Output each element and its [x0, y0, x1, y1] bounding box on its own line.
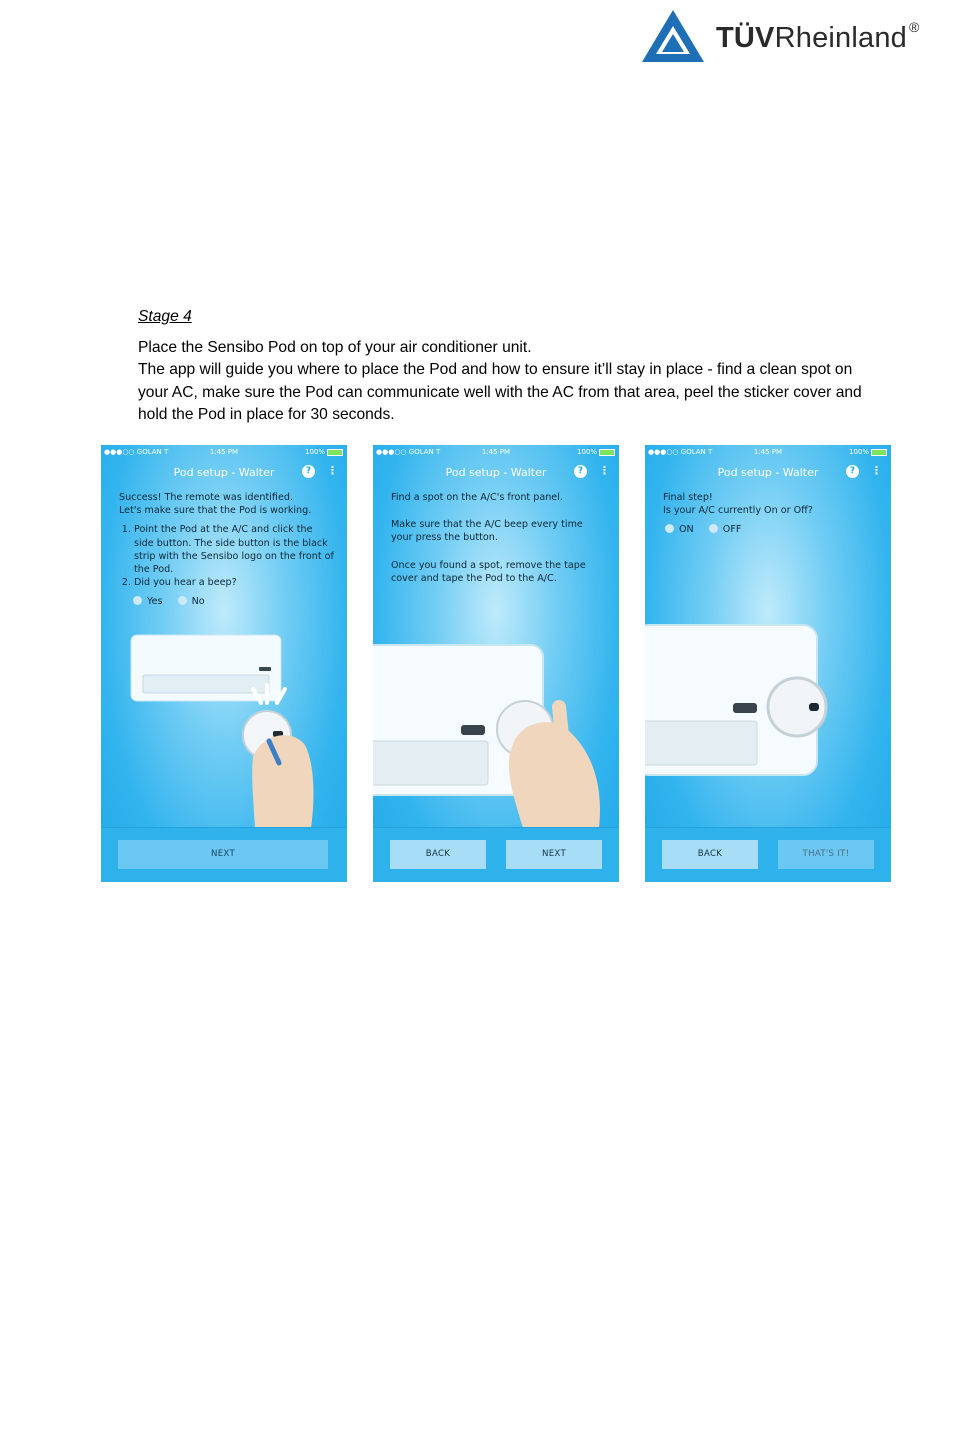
more-icon[interactable]: ⋮ [327, 464, 338, 477]
back-button[interactable]: BACK [662, 840, 758, 869]
status-bar: ●●●○○ GOLAN T 1:45 PM 100% [645, 445, 891, 459]
help-icon[interactable]: ? [846, 465, 859, 478]
footer-bar [101, 827, 347, 882]
stage-heading: Stage 4 [138, 308, 192, 325]
next-button[interactable]: NEXT [506, 840, 602, 869]
document-body [138, 306, 868, 427]
help-icon[interactable]: ? [302, 465, 315, 478]
triangle-logo-icon [640, 8, 706, 66]
nav-title: Pod setup - Walter [173, 466, 275, 479]
paragraph-2: The app will guide you where to place the Pod and how to ensure it’ll stay in place - find a clean spot on your AC, make sure the Pod can communicate well with the AC from that area, peel the sticker cover and hold the Pod in place for 30 seconds. [138, 361, 862, 423]
footer-bar [645, 827, 891, 882]
radio-no[interactable] [178, 596, 187, 605]
tuv-rheinland-logo [640, 8, 950, 66]
list-item: 2. Did you hear a beep? [134, 576, 334, 589]
radio-on[interactable] [665, 524, 674, 533]
beep-options: Yes No [133, 595, 334, 608]
status-bar: ●●●○○ GOLAN T 1:45 PM 100% [373, 445, 619, 459]
radio-off[interactable] [709, 524, 718, 533]
screen-content: Success! The remote was identified. Let's make sure that the Pod is working. 1. Point the Pod at the A/C and click the side button. The side button is the black strip with the Sensibo logo on the front of the Pod. 2. Did you hear a beep? Yes No [119, 491, 334, 609]
logo-text: TÜVRheinland ® [716, 19, 920, 54]
ac-state-options: ON OFF [665, 523, 878, 536]
screen-content: Find a spot on the A/C's front panel. Make sure that the A/C beep every time your press the button. Once you found a spot, remove the tape cover and tape the Pod to the A/C. [391, 492, 586, 584]
back-button[interactable]: BACK [390, 840, 486, 869]
next-button[interactable]: NEXT [118, 840, 328, 869]
nav-title: Pod setup - Walter [445, 466, 547, 479]
more-icon[interactable]: ⋮ [599, 464, 610, 477]
phone-screen-2 [373, 445, 619, 882]
phone-screen-1 [101, 445, 347, 882]
screen-content: Final step! Is your A/C currently On or Off? ON OFF [663, 491, 878, 537]
footer-bar [373, 827, 619, 882]
status-bar: ●●●○○ GOLAN T 1:45 PM 100% [101, 445, 347, 459]
instruction-list [119, 523, 334, 589]
radio-yes[interactable] [133, 596, 142, 605]
phone-screen-3 [645, 445, 891, 882]
more-icon[interactable]: ⋮ [871, 464, 882, 477]
nav-title: Pod setup - Walter [717, 466, 819, 479]
help-icon[interactable]: ? [574, 465, 587, 478]
paragraph-1: Place the Sensibo Pod on top of your air conditioner unit. [138, 338, 532, 356]
finish-button[interactable]: THAT'S IT! [778, 840, 874, 869]
list-item: 1. Point the Pod at the A/C and click the side button. The side button is the black strip with the Sensibo logo on the front of the Pod. [134, 523, 334, 576]
